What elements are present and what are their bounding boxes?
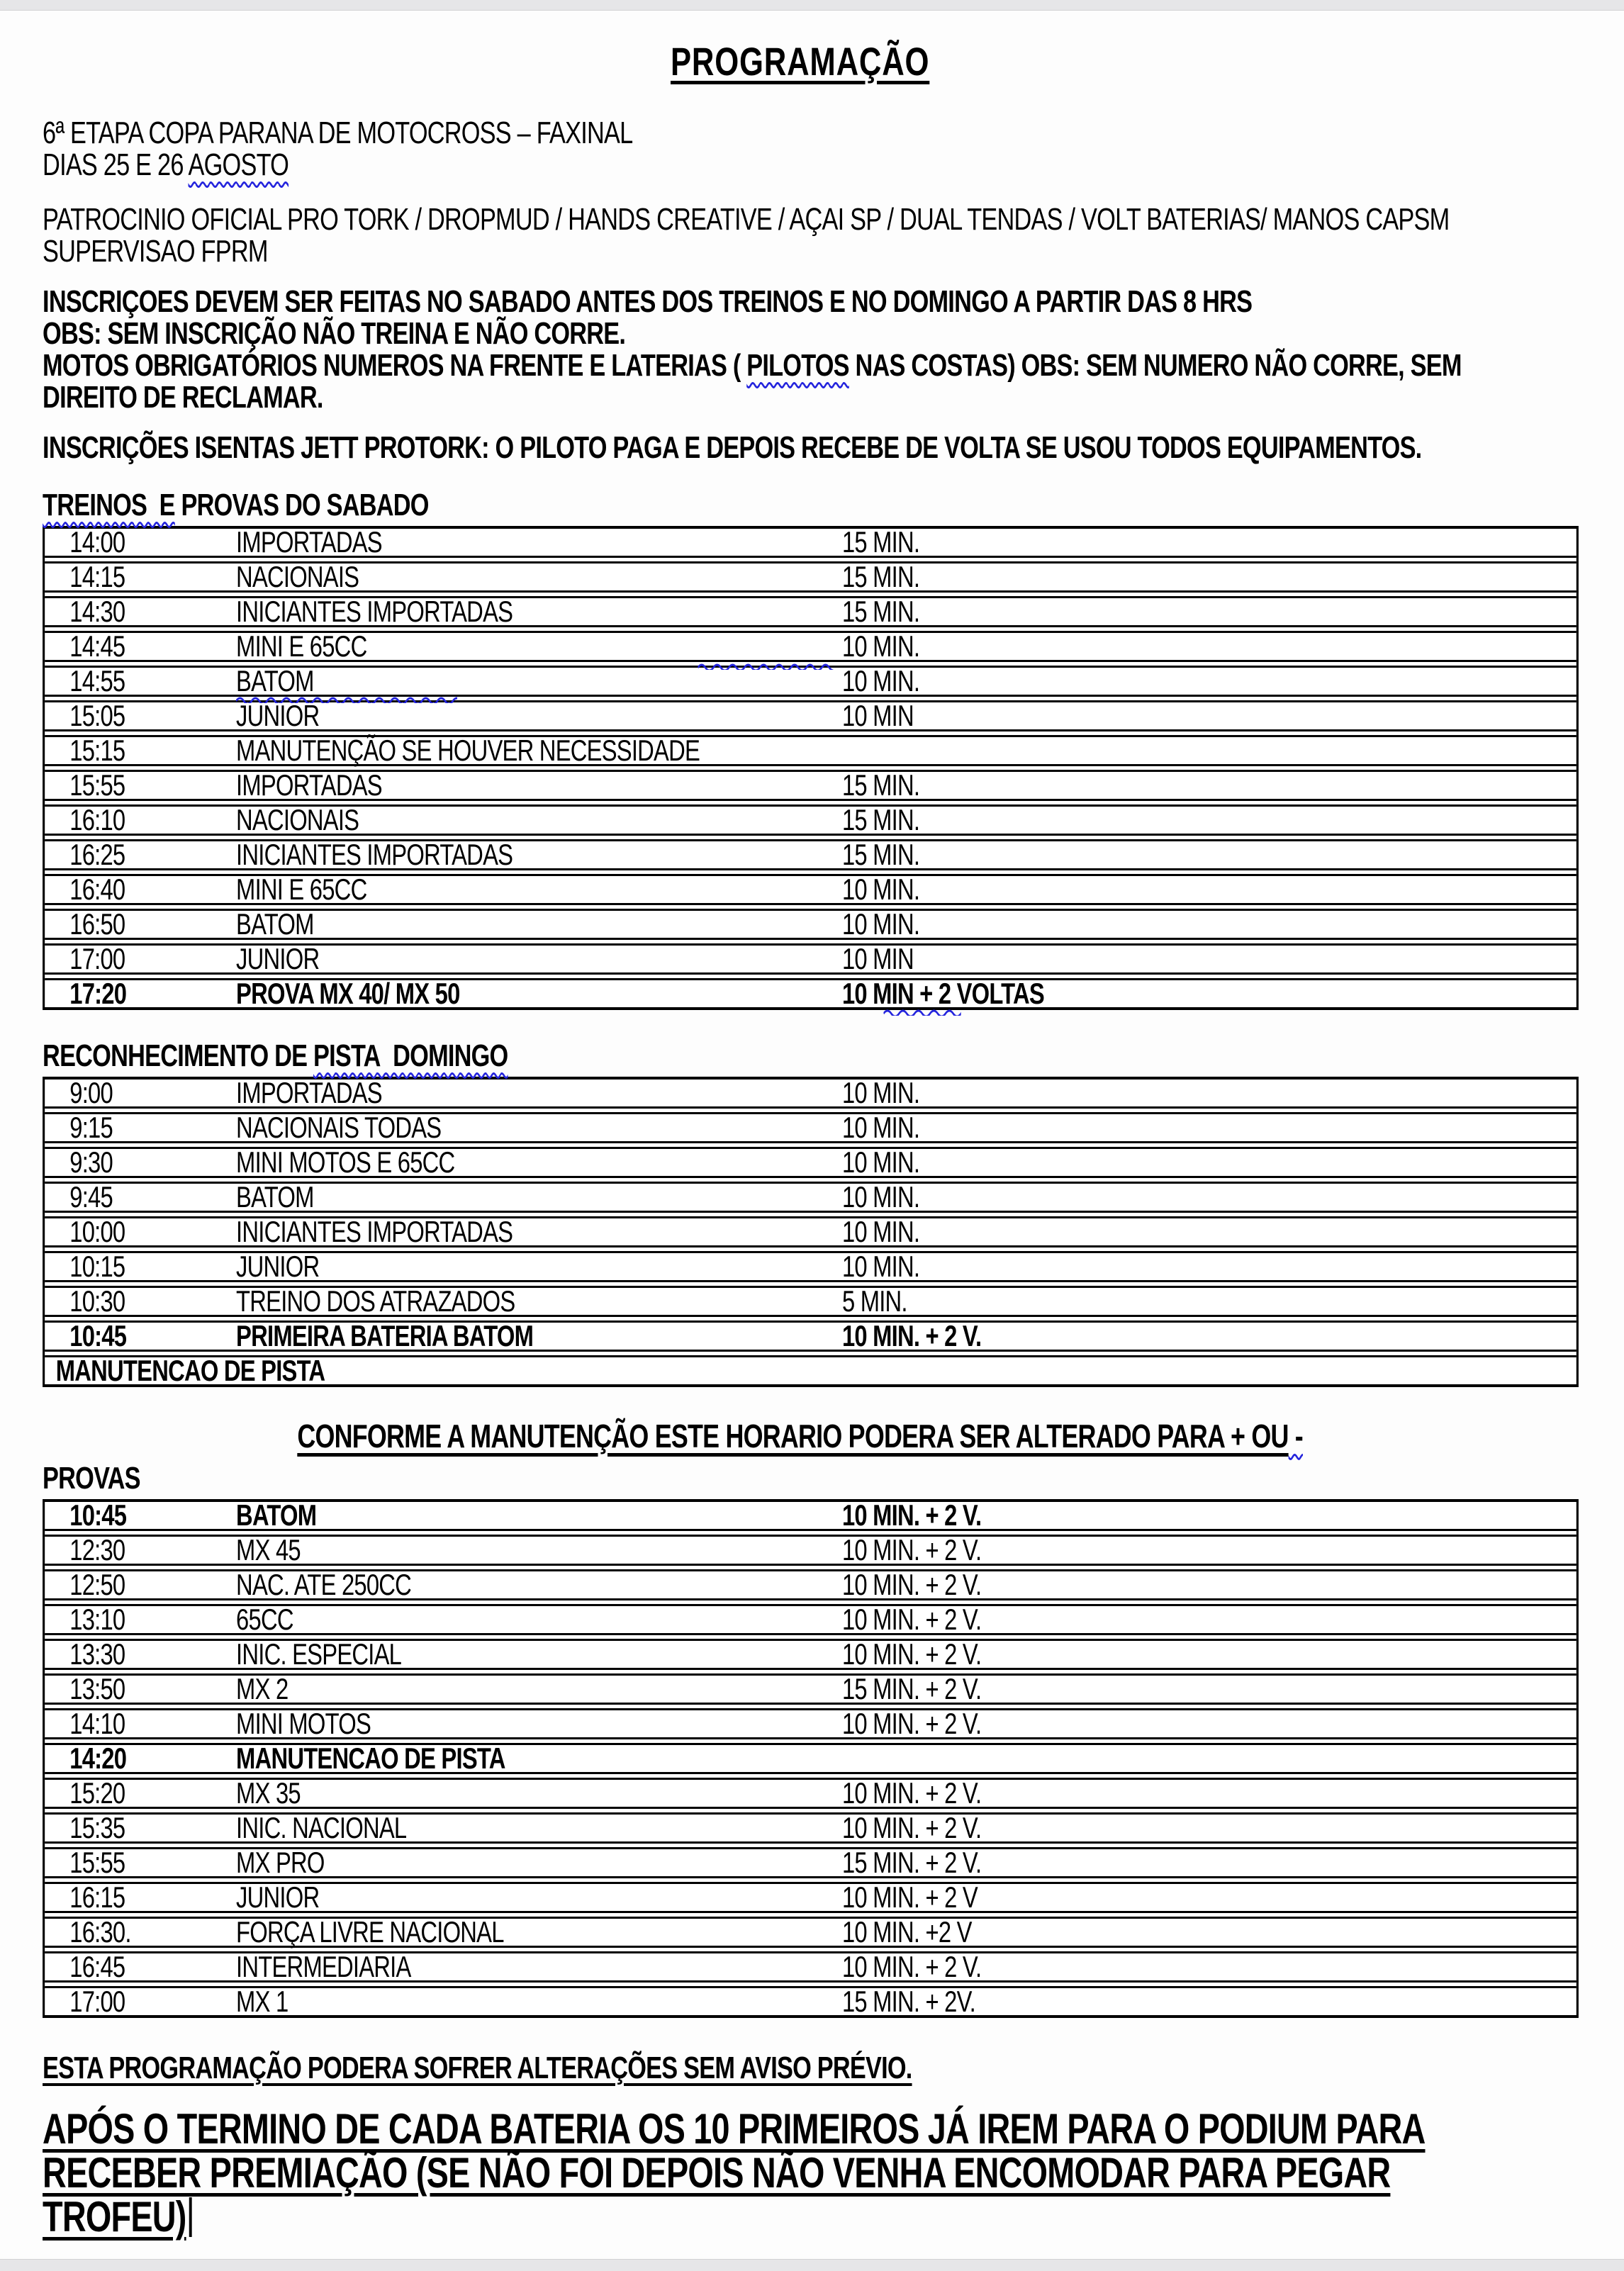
dur-cell: 10 MIN. + 2 V. — [841, 1637, 982, 1671]
dur-cell: 15 MIN. — [841, 560, 920, 593]
maintenance-notice-line — [43, 1417, 1557, 1455]
cat-cell: JUNIOR — [236, 1250, 320, 1283]
rules-paragraph — [43, 286, 1557, 413]
text-cursor — [189, 2197, 191, 2237]
time-cell: 16:45 — [69, 1950, 125, 1983]
time-cell: 14:15 — [69, 560, 125, 593]
event-line1: 6ª ETAPA COPA PARANA DE MOTOCROSS – FAXINAL — [43, 116, 633, 150]
time-cell: 15:55 — [69, 1846, 125, 1879]
dur-cell: 15 MIN. — [841, 803, 920, 836]
table-row — [45, 1216, 1577, 1247]
table-row — [45, 1286, 1577, 1317]
table-row — [45, 1147, 1577, 1178]
cat-cell: INIC. ESPECIAL — [236, 1637, 402, 1671]
table-row — [45, 839, 1577, 870]
table-row — [45, 1708, 1577, 1739]
cat-cell: INICIANTES IMPORTADAS — [236, 838, 513, 871]
table-row — [45, 1847, 1577, 1878]
cat-cell: FORÇA LIVRE NACIONAL — [236, 1915, 504, 1948]
table-row — [45, 561, 1577, 593]
table-row — [45, 666, 1577, 697]
table-row — [45, 1112, 1577, 1143]
cat-cell: 65CC — [236, 1603, 293, 1636]
cat-cell: MX 1 — [236, 1985, 289, 2018]
dur-cell: 10 MIN. + 2 V. — [841, 1950, 982, 1983]
maintenance-notice-text: CONFORME A MANUTENÇÃO ESTE HORARIO PODERA SER ALTERADO PARA + OU — [297, 1418, 1289, 1454]
cat-cell: INICIANTES IMPORTADAS — [236, 1215, 513, 1248]
cat-cell: MX 45 — [236, 1533, 301, 1566]
table-row — [45, 1182, 1577, 1213]
time-cell: 14:45 — [69, 629, 125, 663]
table-row — [45, 1251, 1577, 1282]
dur-cell: 10 MIN. — [841, 629, 920, 663]
dur-cell: 10 MIN + 2 VOLTAS — [842, 977, 1577, 1011]
provas-heading: PROVAS — [43, 1461, 140, 1496]
cat-cell: JUNIOR — [236, 1880, 320, 1914]
time-cell: 15:05 — [69, 699, 125, 732]
time-cell: 16:40 — [69, 873, 125, 906]
rules-line1: INSCRIÇOES DEVEM SER FEITAS NO SABADO ANTES DOS TREINOS E NO DOMINGO A PARTIR DAS 8 HRS — [43, 284, 1253, 319]
dur-cell: 10 MIN. + 2 V — [841, 1880, 978, 1914]
cat-cell: BATOM — [236, 1180, 314, 1213]
cat-cell: BATOM — [236, 907, 314, 941]
event-paragraph — [43, 117, 1557, 181]
cat-cell: MINI E 65CC — [236, 629, 842, 663]
cat-cell: IMPORTADAS — [236, 768, 382, 802]
dur-cell: 15 MIN. + 2V. — [841, 1985, 975, 2018]
cat-cell: BATOM — [236, 664, 842, 698]
time-cell: 17:00 — [69, 1985, 125, 2018]
dur-cell: 10 MIN. — [841, 1215, 920, 1248]
cat-cell: MANUTENÇÃO SE HOUVER NECESSIDADE — [236, 734, 700, 767]
cat-cell: INTERMEDIARIA — [236, 1950, 411, 1983]
sponsors-line1: PATROCINIO OFICIAL PRO TORK / DROPMUD / HANDS CREATIVE / AÇAI SP / DUAL TENDAS / VOLT BATERIAS/ MANOS CAPSM — [43, 202, 1450, 237]
time-cell: 16:30. — [69, 1915, 131, 1948]
dur-cell: 15 MIN. — [841, 838, 920, 871]
time-cell: 14:10 — [69, 1707, 125, 1740]
window-top-edge — [0, 0, 1624, 11]
dur-cell: 15 MIN. — [841, 525, 920, 559]
table-row — [45, 1917, 1577, 1948]
cat-cell: MX 2 — [236, 1672, 289, 1705]
rules-line3 — [43, 349, 1557, 381]
time-cell: 10:30 — [69, 1284, 125, 1318]
rules-line3-suffix: NAS COSTAS) OBS: SEM NUMERO NÃO CORRE, SEM — [849, 348, 1462, 383]
dur-cell: 5 MIN. — [841, 1284, 907, 1318]
dur-cell: 10 MIN. + 2 V. — [841, 1603, 982, 1636]
dur-cell: 15 MIN. — [841, 595, 920, 628]
dur-cell: 15 MIN. + 2 V. — [841, 1672, 982, 1705]
table-row — [45, 1354, 1577, 1387]
table-row — [45, 1743, 1577, 1774]
table-row — [45, 1535, 1577, 1566]
misspelled-word: - — [1288, 1418, 1303, 1454]
time-cell: 13:10 — [69, 1603, 125, 1636]
change-notice-text: ESTA PROGRAMAÇÃO PODERA SOFRER ALTERAÇÕES SEM AVISO PRÉVIO. — [43, 2051, 912, 2085]
saturday-heading — [43, 488, 1557, 523]
cat-cell: INIC. NACIONAL — [236, 1811, 407, 1844]
table-row — [45, 1985, 1577, 2018]
time-cell: 9:30 — [69, 1145, 113, 1179]
cat-cell: MX 35 — [236, 1776, 301, 1810]
time-cell: 9:00 — [69, 1076, 113, 1109]
dur-cell: 10 MIN. — [841, 664, 920, 697]
time-cell: 9:45 — [69, 1180, 113, 1213]
cat-cell: PRIMEIRA BATERIA BATOM — [236, 1319, 534, 1352]
dur-cell: 10 MIN. — [841, 1180, 920, 1213]
time-cell: 15:55 — [69, 768, 125, 802]
dur-cell: 10 MIN. — [841, 1145, 920, 1179]
podium-line1-text: APÓS O TERMINO DE CADA BATERIA OS 10 PRIMEIROS JÁ IREM PARA O PODIUM PARA — [43, 2105, 1426, 2153]
podium-line1 — [43, 2107, 1557, 2151]
time-cell: 14:30 — [69, 595, 125, 628]
dur-cell: 10 MIN. + 2 V. — [841, 1568, 982, 1601]
dur-cell: 10 MIN. + 2 V. — [841, 1707, 982, 1740]
time-cell: 16:50 — [69, 907, 125, 941]
table-row — [45, 1882, 1577, 1913]
dur-cell: 10 MIN. + 2 V. — [841, 1776, 982, 1810]
sunday-heading — [43, 1038, 1557, 1074]
dur-cell: 15 MIN. + 2 V. — [841, 1846, 982, 1879]
sunday-recon-table — [43, 1077, 1579, 1387]
table-row — [45, 700, 1577, 731]
table-row — [45, 1498, 1577, 1532]
time-cell: 12:50 — [69, 1568, 125, 1601]
table-row — [45, 1951, 1577, 1983]
podium-line3 — [43, 2195, 1557, 2239]
cat-cell: TREINO DOS ATRAZADOS — [236, 1284, 515, 1318]
cat-cell: IMPORTADAS — [236, 525, 382, 559]
dur-cell: 10 MIN. +2 V — [841, 1915, 972, 1948]
sponsors-paragraph — [43, 203, 1557, 267]
dur-cell: 10 MIN. — [841, 1250, 920, 1283]
time-cell: 16:10 — [69, 803, 125, 836]
time-cell: 17:00 — [69, 942, 125, 975]
table-row — [45, 977, 1577, 1010]
cat-cell: JUNIOR — [236, 699, 320, 732]
dur-cell: 10 MIN. — [841, 873, 920, 906]
dur-cell: 10 MIN. + 2 V. — [841, 1498, 982, 1532]
podium-paragraph — [43, 2107, 1557, 2239]
time-cell: 17:20 — [69, 977, 127, 1010]
table-row — [45, 631, 1577, 662]
time-cell: 13:30 — [69, 1637, 125, 1671]
time-cell: 12:30 — [69, 1533, 125, 1566]
table-row — [45, 735, 1577, 766]
table-row — [45, 1778, 1577, 1809]
misspelled-word: PILOTOS — [746, 348, 849, 383]
cat-cell: MINI MOTOS — [236, 1707, 371, 1740]
time-cell: 14:20 — [69, 1742, 127, 1775]
cat-cell: NAC. ATE 250CC — [236, 1568, 412, 1601]
event-line2 — [43, 149, 1557, 181]
table-row — [45, 596, 1577, 627]
time-cell: 16:15 — [69, 1880, 125, 1914]
time-cell: 15:20 — [69, 1776, 125, 1810]
provas-schedule-table — [43, 1499, 1579, 2018]
window-bottom-edge — [0, 2259, 1624, 2271]
spellcheck-squiggle-icon — [883, 1007, 961, 1016]
table-row — [45, 909, 1577, 940]
dur-cell: 10 MIN. + 2 V. — [841, 1319, 982, 1352]
misspelled-word: TREINOS E — [43, 488, 175, 522]
time-cell: 10:15 — [69, 1250, 125, 1283]
rules-line2: OBS: SEM INSCRIÇÃO NÃO TREINA E NÃO CORRE. — [43, 316, 626, 351]
cat-cell: JUNIOR — [236, 942, 320, 975]
page-title: PROGRAMAÇÃO — [671, 39, 930, 84]
saturday-heading-rest: PROVAS DO SABADO — [174, 488, 429, 522]
cat-cell: MINI MOTOS E 65CC — [236, 1145, 455, 1179]
span-cell: MANUTENCAO DE PISTA — [55, 1354, 325, 1387]
cat-cell: NACIONAIS TODAS — [236, 1111, 442, 1144]
dur-cell: 10 MIN — [841, 942, 914, 975]
cat-cell: NACIONAIS — [236, 803, 359, 836]
rules-line3-prefix: MOTOS OBRIGATÓRIOS NUMEROS NA FRENTE E LATERIAS ( — [43, 348, 747, 383]
cat-cell: IMPORTADAS — [236, 1076, 382, 1109]
time-cell: 14:00 — [69, 525, 125, 559]
misspelled-word: PISTA DOMINGO — [313, 1038, 508, 1073]
dur-cell: 10 MIN. + 2 V. — [841, 1533, 982, 1566]
table-row — [45, 804, 1577, 836]
table-row — [45, 770, 1577, 801]
podium-line2-text: RECEBER PREMIAÇÃO (SE NÃO FOI DEPOIS NÃO VENHA ENCOMODAR PARA PEGAR — [43, 2149, 1391, 2197]
rules-line4: DIREITO DE RECLAMAR. — [43, 380, 323, 415]
misspelled-word: AGOSTO — [188, 147, 289, 182]
podium-line3-text: TROFEU) — [43, 2193, 186, 2241]
table-row — [45, 1673, 1577, 1705]
cat-cell: INICIANTES IMPORTADAS — [236, 595, 513, 628]
time-cell: 10:45 — [69, 1498, 127, 1532]
table-row — [45, 1639, 1577, 1670]
time-cell: 9:15 — [69, 1111, 113, 1144]
table-row — [45, 1812, 1577, 1844]
time-cell: 15:35 — [69, 1811, 125, 1844]
table-row — [45, 1320, 1577, 1352]
cat-cell: NACIONAIS — [236, 560, 359, 593]
dur-cell: 10 MIN. — [841, 1076, 920, 1109]
table-row — [45, 1569, 1577, 1600]
sponsors-line2: SUPERVISAO FPRM — [43, 234, 268, 269]
time-cell: 13:50 — [69, 1672, 125, 1705]
dur-cell: 10 MIN. — [841, 1111, 920, 1144]
time-cell: 10:45 — [69, 1319, 127, 1352]
cat-cell: MX PRO — [236, 1846, 325, 1879]
cat-cell: MINI E 65CC — [236, 873, 367, 906]
table-row — [45, 943, 1577, 975]
cat-cell: MANUTENCAO DE PISTA — [236, 1742, 505, 1775]
table-row — [45, 874, 1577, 905]
change-notice — [43, 2051, 1557, 2086]
time-cell: 10:00 — [69, 1215, 125, 1248]
time-cell: 16:25 — [69, 838, 125, 871]
dur-cell: 10 MIN. + 2 V. — [841, 1811, 982, 1844]
podium-line2 — [43, 2151, 1557, 2195]
isentas-paragraph: INSCRIÇÕES ISENTAS JETT PROTORK: O PILOTO PAGA E DEPOIS RECEBE DE VOLTA SE USOU TODOS EQUIPAMENTOS. — [43, 430, 1422, 465]
dur-cell: 10 MIN. — [841, 907, 920, 941]
sunday-heading-prefix: RECONHECIMENTO DE — [43, 1038, 314, 1073]
time-cell: 14:55 — [69, 664, 125, 697]
time-cell: 15:15 — [69, 734, 125, 767]
table-row — [45, 525, 1577, 559]
saturday-schedule-table — [43, 526, 1579, 1010]
dur-cell: 15 MIN. — [841, 768, 920, 802]
table-row — [45, 1076, 1577, 1109]
table-row — [45, 1604, 1577, 1635]
event-line2-prefix: DIAS 25 E 26 — [43, 147, 189, 182]
cat-cell: BATOM — [236, 1498, 317, 1532]
cat-cell: PROVA MX 40/ MX 50 — [236, 977, 460, 1010]
dur-cell: 10 MIN — [841, 699, 914, 732]
